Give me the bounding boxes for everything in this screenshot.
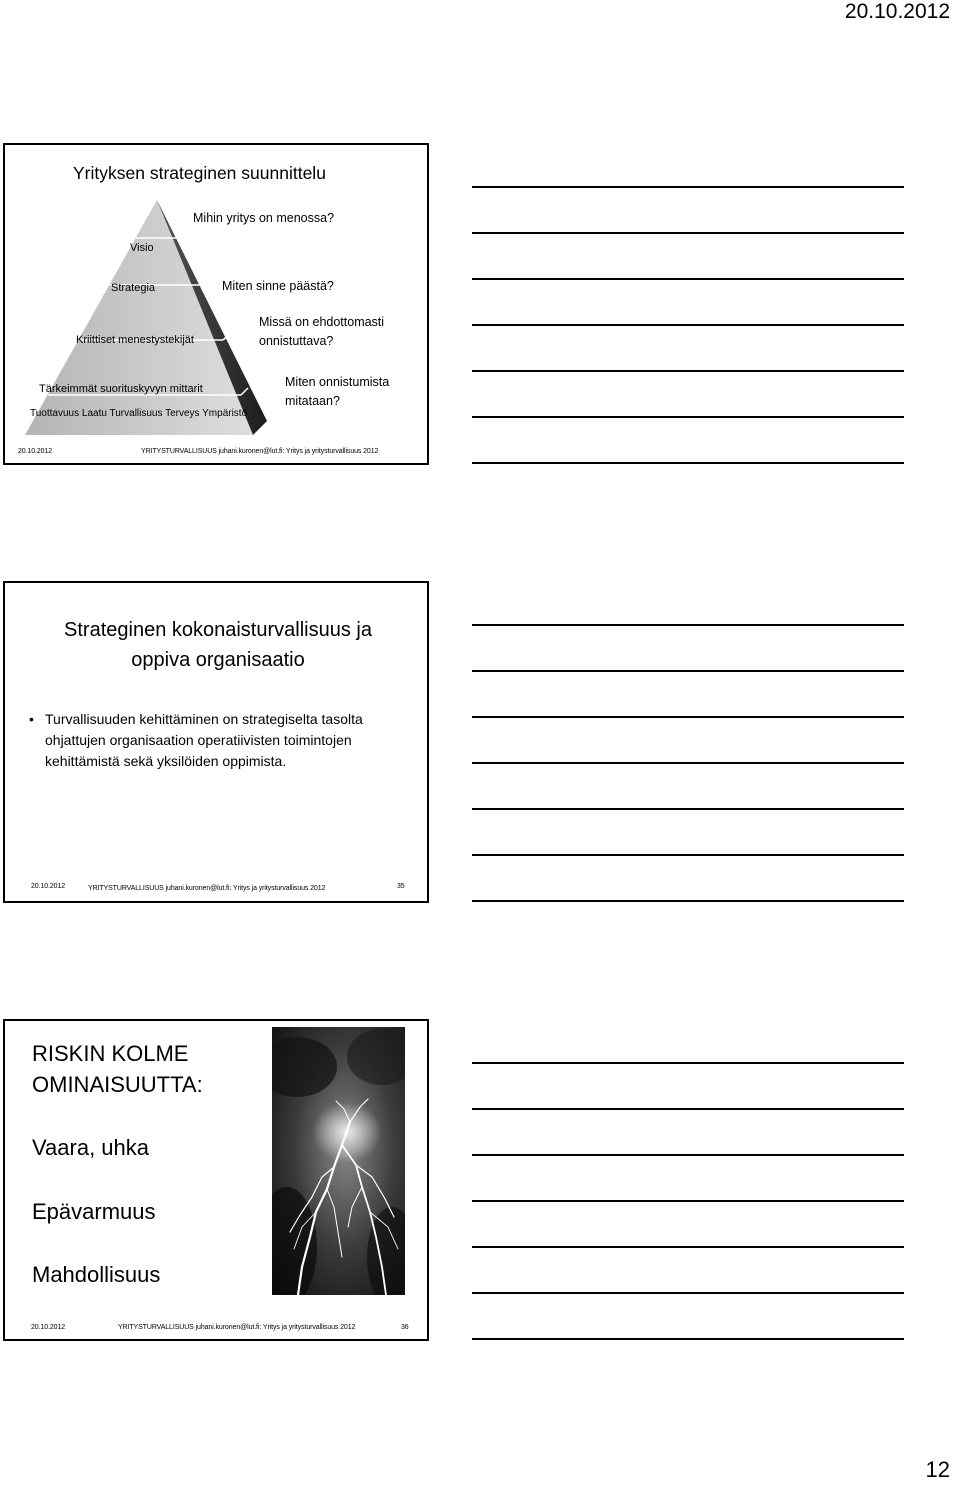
slide-title [5, 615, 431, 675]
pyramid-level-menestystekijat: Kriittiset menestystekijät [76, 334, 194, 346]
slide-title: Yrityksen strateginen suunnittelu [73, 163, 326, 183]
note-line [472, 324, 904, 326]
note-line [472, 1062, 904, 1064]
note-line [472, 1154, 904, 1156]
note-line [472, 462, 904, 464]
slide-title-line-1: Strateginen kokonaisturvallisuus ja [64, 619, 372, 641]
footer-date: 20.10.2012 [31, 1324, 66, 1331]
pyramid-level-visio: Visio [130, 242, 154, 254]
risk-item-vaara: Vaara, uhka [32, 1135, 150, 1160]
note-line [472, 232, 904, 234]
question-missa: Missä on ehdottomasti onnistuttava? [259, 315, 385, 348]
footer-author: YRITYSTURVALLISUUS juhani.kuronen@lut.fi: Yritys ja yritysturvallisuus 2012 [141, 448, 379, 455]
pyramid-level-strategia: Strategia [111, 282, 156, 294]
slide-number: 35 [397, 883, 405, 890]
note-line [472, 1246, 904, 1248]
question-mitataan: Miten onnistumista mitataan? [285, 375, 390, 408]
note-line [472, 1292, 904, 1294]
lightning-storm-image [272, 1027, 405, 1295]
footer-date: 20.10.2012 [18, 448, 53, 455]
slide-1 [3, 143, 429, 465]
question-mihin: Mihin yritys on menossa? [193, 211, 335, 225]
note-line [472, 1200, 904, 1202]
slide-3 [3, 1019, 429, 1341]
footer-author: YRITYSTURVALLISUUS juhani.kuronen@lut.fi: Yritys ja yritysturvallisuus 2012 [88, 885, 326, 892]
page-number: 12 [925, 1457, 950, 1482]
note-line [472, 670, 904, 672]
slide-title-line-2: oppiva organisaatio [131, 649, 305, 671]
pyramid-level-mittarit: Tärkeimmät suorituskyvyn mittarit [39, 383, 203, 395]
note-line [472, 624, 904, 626]
bullet-dot: • [29, 711, 34, 727]
note-line [472, 900, 904, 902]
footer-date: 20.10.2012 [31, 883, 66, 890]
note-line [472, 186, 904, 188]
risk-item-epavarmuus: Epävarmuus [32, 1199, 156, 1224]
slide-title-line-1: RISKIN KOLME [32, 1041, 189, 1066]
footer-author: YRITYSTURVALLISUUS juhani.kuronen@lut.fi: Yritys ja yritysturvallisuus 2012 [118, 1324, 356, 1331]
note-line [472, 716, 904, 718]
pyramid-level-osa-alueet: Tuottavuus Laatu Turvallisuus Terveys Ympäristö [30, 408, 248, 419]
note-line [472, 762, 904, 764]
slide-2 [3, 581, 429, 903]
risk-item-mahdollisuus: Mahdollisuus [32, 1262, 161, 1287]
note-line [472, 278, 904, 280]
note-line [472, 1338, 904, 1340]
note-line [472, 1108, 904, 1110]
note-line [472, 416, 904, 418]
slide-title-line-2: OMINAISUUTTA: [32, 1072, 203, 1097]
bullet-text: Turvallisuuden kehittäminen on strategiselta tasolta ohjattujen organisaation operatiivisten toimintojen kehittämistä sekä yksilöiden oppimista. [45, 711, 363, 769]
note-line [472, 808, 904, 810]
note-line [472, 370, 904, 372]
note-line [472, 854, 904, 856]
pyramid-front-face [25, 200, 253, 435]
header-date: 20.10.2012 [844, 0, 950, 23]
slide-number: 36 [401, 1324, 409, 1331]
question-miten-sinne: Miten sinne päästä? [222, 279, 334, 293]
